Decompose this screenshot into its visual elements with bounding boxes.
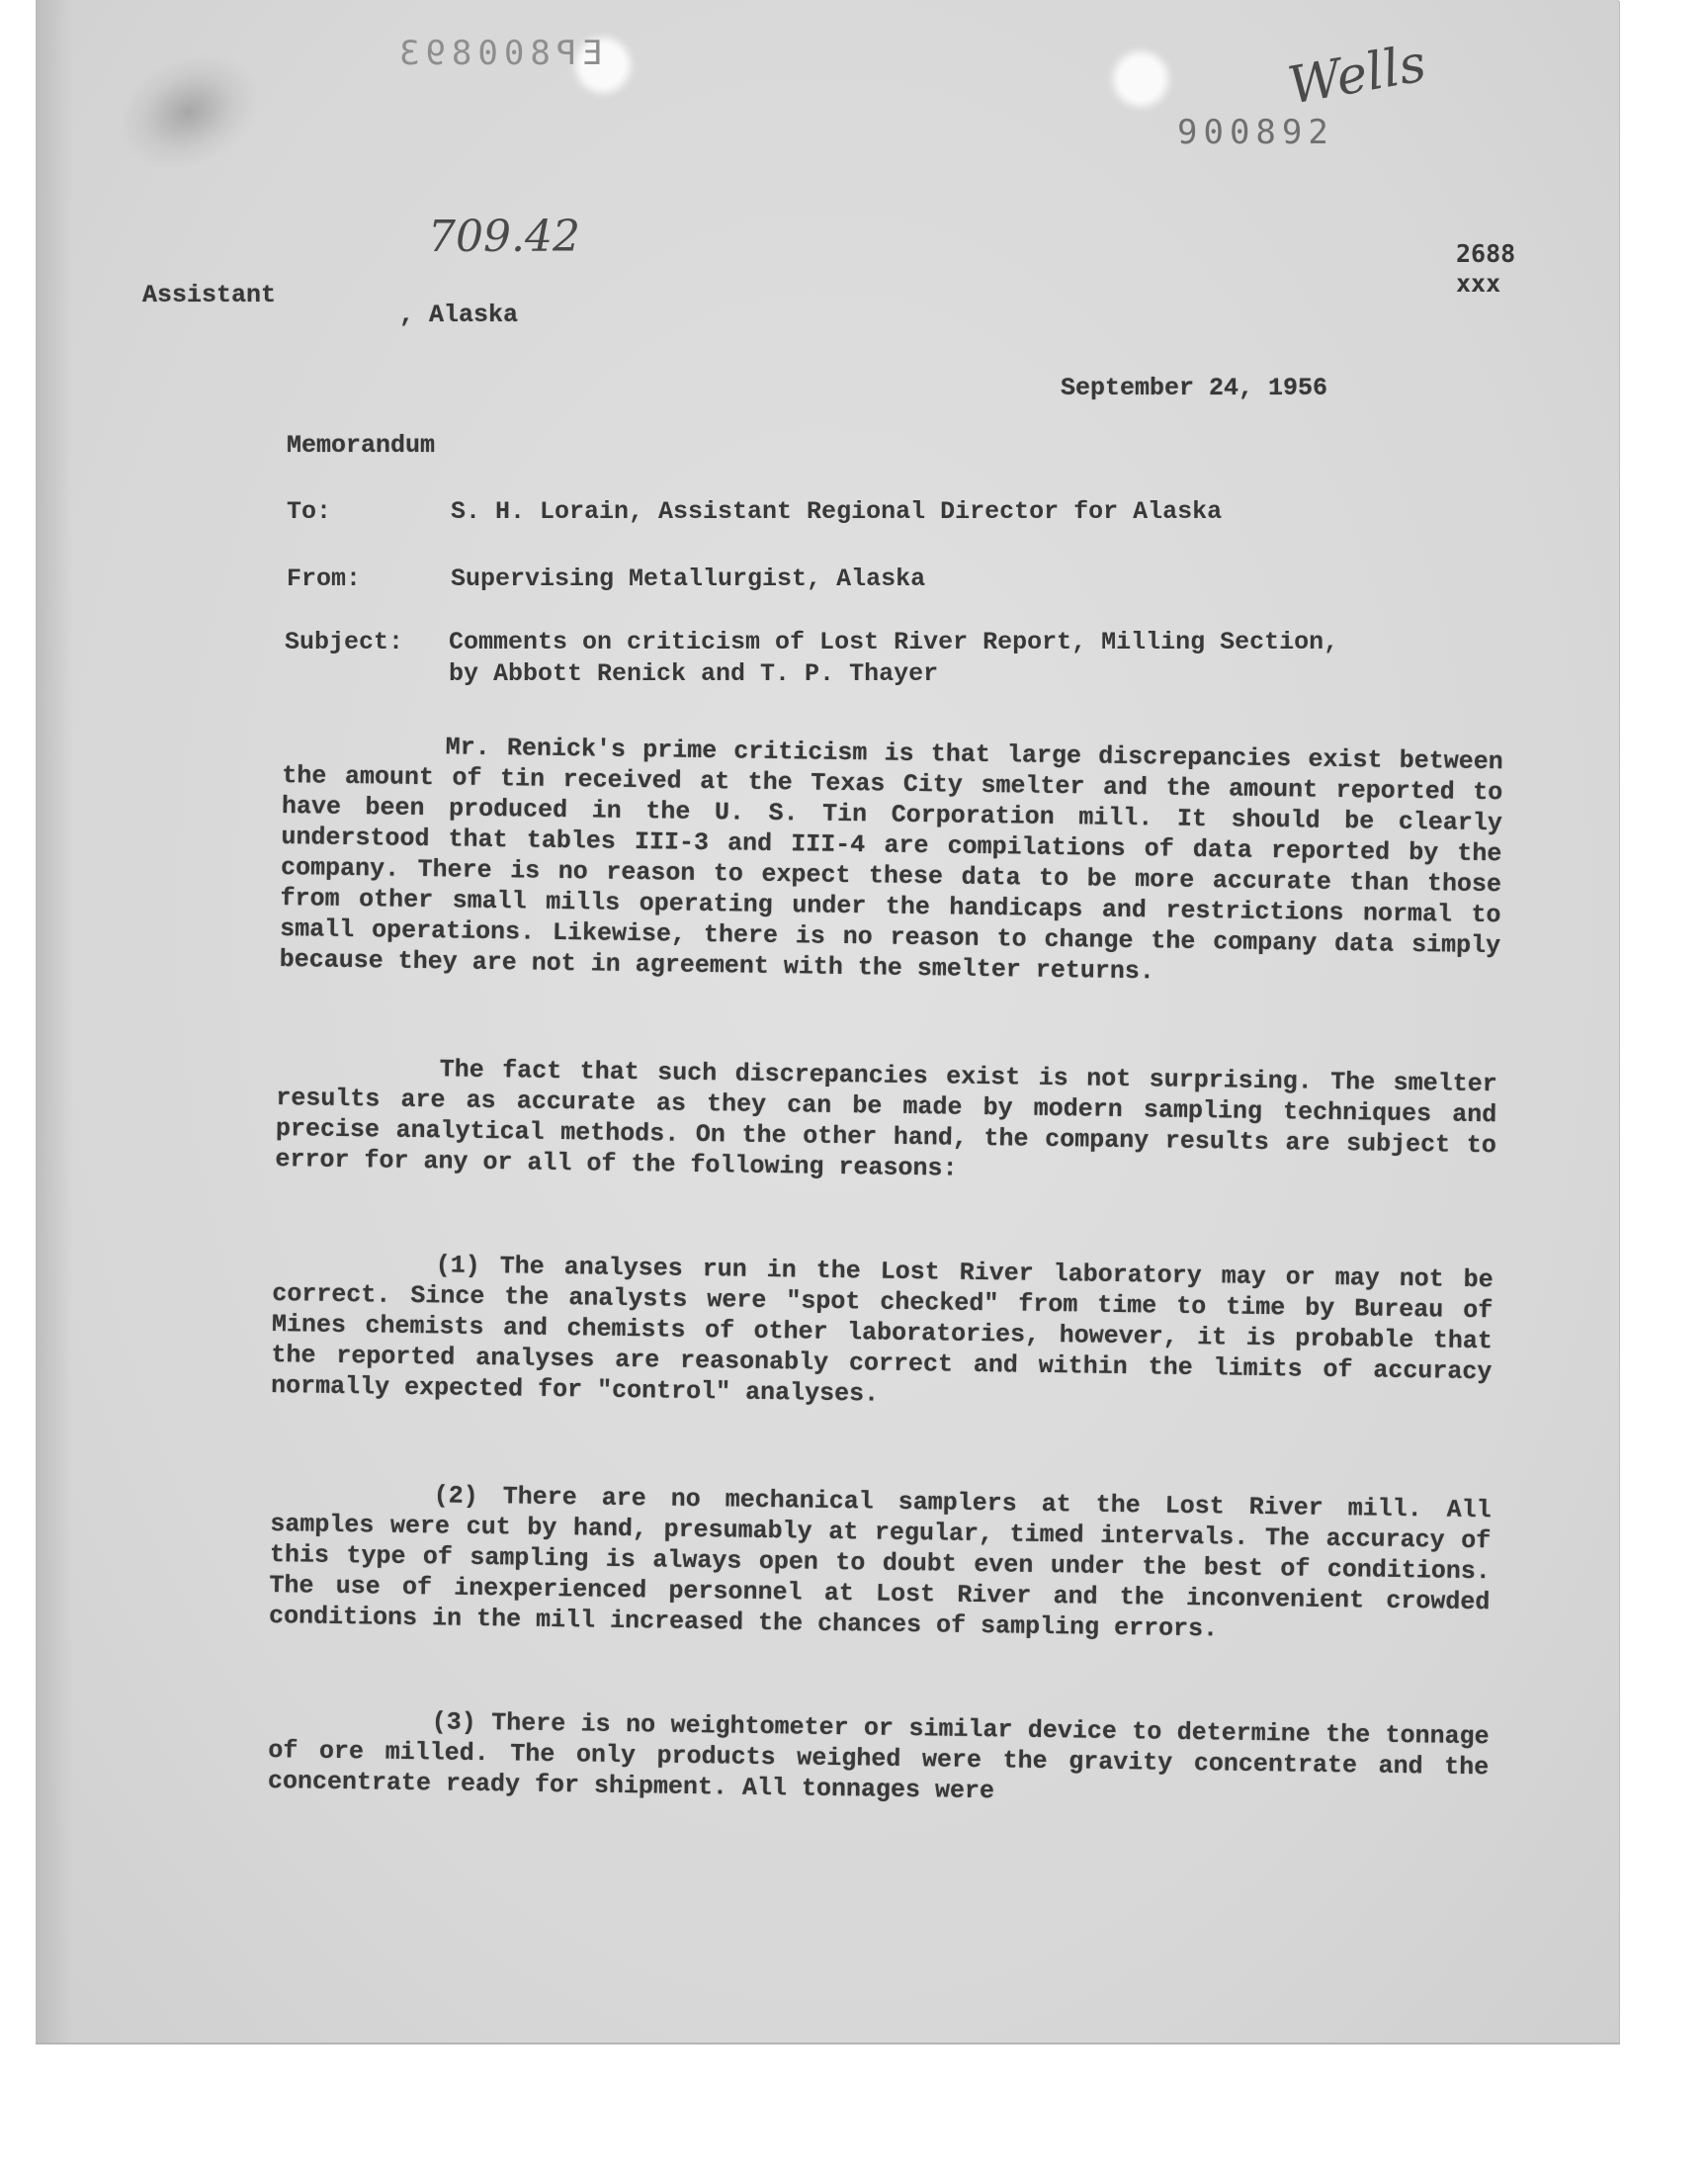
body-paragraph-5: (3) There is no weightometer or similar device to determine the tonnage of ore milled. The only products weighed were the gravity concentrate and the concentrate ready for shipment. All tonnages were [267, 1707, 1490, 1806]
from-value: Supervising Metallurgist, Alaska [451, 565, 926, 593]
subject-label: Subject: [285, 628, 404, 656]
handwritten-file-number: 709.42 [428, 212, 580, 262]
memo-type: Memorandum [287, 431, 436, 460]
stamp-number: 900892 [1177, 113, 1334, 152]
handwritten-signature: Wells [1283, 34, 1431, 117]
to-value: S. H. Lorain, Assistant Regional Director for Alaska [451, 497, 1223, 526]
file-code-xxx: xxx [1456, 269, 1501, 298]
body-paragraph-2: The fact that such discrepancies exist is not surprising. The smelter results are as accurate as they can be made by modern sampling techniques and precise analytical methods. On the other hand, the company results are subject to error for any or all of the following reasons: [275, 1055, 1497, 1183]
to-label: To: [287, 497, 332, 526]
memo-date: September 24, 1956 [1061, 374, 1328, 402]
file-code: 2688 [1456, 239, 1516, 268]
page-edge-shadow [36, 0, 73, 2043]
from-label: From: [287, 565, 362, 593]
body-paragraph-1: Mr. Renick's prime criticism is that large discrepancies exist between the amount of tin received at the Texas City smelter and the amount reported to have been produced in the U. S. Tin Corporation mill. It should be clearly understood that tables III-3 and III-4 are compilations of data reported by the company. There is no reason to expect these data to be more accurate than those from other small mills operating under the handicaps and restrictions normal to small operations. Likewise, there is no reason to change the company data simply because they are not in agreement with the smelter returns. [279, 733, 1503, 987]
header-alaska: , Alaska [399, 301, 519, 329]
ink-smudge [99, 31, 279, 192]
subject-line-2: by Abbott Renick and T. P. Thayer [449, 659, 939, 688]
header-assistant: Assistant [142, 281, 277, 309]
page-bottom-edge [36, 2043, 1620, 2044]
mirrored-stamp-number: EP800893 [393, 34, 603, 73]
subject-line-1: Comments on criticism of Lost River Report, Milling Section, [449, 628, 1339, 656]
body-paragraph-3: (1) The analyses run in the Lost River laboratory may or may not be correct. Since the analysts were "spot checked" from time to time by Bureau of Mines chemists and chemists of other laboratories, however, it is probable that the reported analyses are reasonably correct and within the limits of accuracy normally expected for "control" analyses. [270, 1251, 1494, 1409]
body-paragraph-4: (2) There are no mechanical samplers at the Lost River mill. All samples were cut by hand, presumably at regular, timed intervals. The accuracy of this type of sampling is always open to doubt even under the best of conditions. The use of inexperienced personnel at Lost River and the inconvenient crowded conditions in the mill increased the chances of sampling errors. [268, 1481, 1492, 1644]
punch-hole [1119, 57, 1162, 101]
document-page [36, 0, 1619, 2043]
